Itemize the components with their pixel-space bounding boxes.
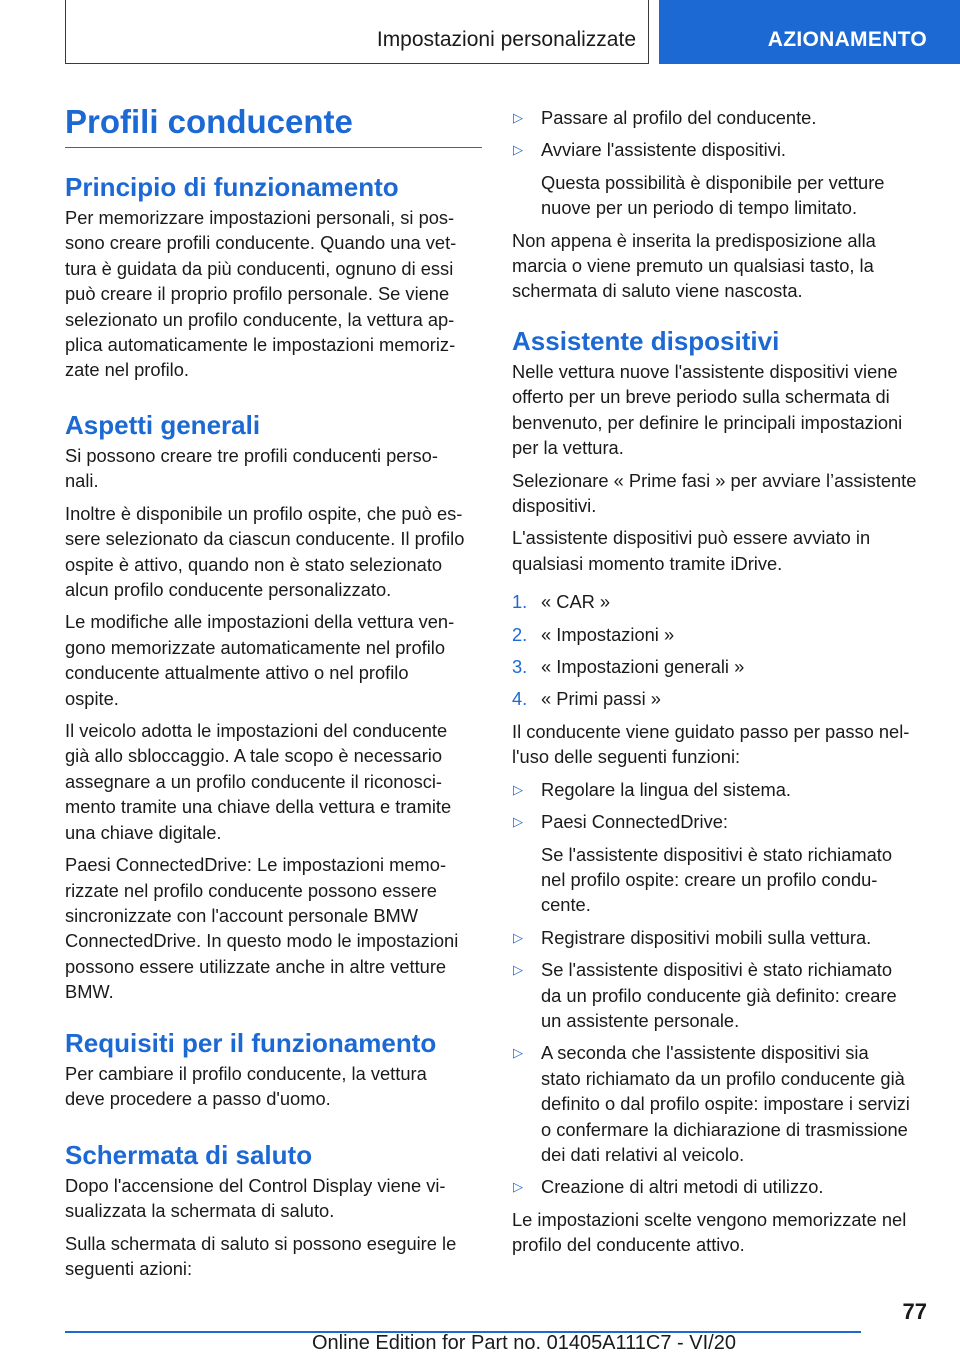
triangle-bullet-icon: ▷ bbox=[513, 1179, 523, 1195]
list-item: ▷ Creazione di altri metodi di utilizzo. bbox=[512, 1174, 928, 1199]
right-column-top bbox=[512, 105, 928, 304]
list-item: ▷ Regolare la lingua del sistema. bbox=[512, 777, 928, 802]
title-divider bbox=[65, 147, 482, 148]
page-title: Profili conducente bbox=[65, 103, 353, 140]
paragraph-aspetti-5: Paesi ConnectedDrive: Le impostazioni memo‐ rizzate nel profilo conducente possono essere sincronizzate con l'account personale BMW ConnectedDrive. In questo modo le impostazioni possono essere utilizzate anche in altre vetture BMW. bbox=[65, 854, 459, 1003]
paragraph-schermata-1: Dopo l'accensione del Control Display viene vi‐ sualizzata la schermata di saluto. bbox=[65, 1175, 446, 1222]
header-section-title: Impostazioni personalizzate bbox=[376, 28, 636, 51]
section-requisiti bbox=[65, 1028, 482, 1112]
paragraph-assistente-4: Il conducente viene guidato passo per passo nel‐ l'uso delle seguenti funzioni: bbox=[512, 720, 910, 768]
list-item: ▷ Passare al profilo del conducente. bbox=[512, 105, 928, 130]
step-number: 2. bbox=[512, 623, 528, 645]
section-assistente bbox=[512, 326, 928, 1258]
triangle-bullet-icon: ▷ bbox=[513, 781, 523, 797]
note-connecteddrive: Se l'assistente dispositivi è stato richiamato nel profilo ospite: creare un profilo condu‐ cente. bbox=[541, 843, 892, 916]
list-item: ▷ Paesi ConnectedDrive: bbox=[512, 809, 928, 834]
paragraph-aspetti-4: Il veicolo adotta le impostazioni del conducente già allo sbloccaggio. A tale scopo è necessario assegnare a un profilo conducente il riconosci‐ mento tramite una chiave della vettura e tramite una chiave digitale. bbox=[65, 720, 452, 843]
header-chapter-label: AZIONAMENTO bbox=[767, 28, 927, 51]
paragraph-assistente-2: Selezionare « Prime fasi » per avviare l’assistente dispositivi. bbox=[512, 469, 917, 517]
step-number: 3. bbox=[512, 656, 528, 678]
header-chapter-tab bbox=[659, 0, 960, 64]
heading-assistente: Assistente dispositivi bbox=[512, 326, 780, 356]
triangle-bullet-icon: ▷ bbox=[513, 962, 523, 978]
note-welcome-screen: Questa possibilità è disponibile per vetture nuove per un periodo di tempo limitato. bbox=[541, 171, 885, 219]
list-item: ▷ Avviare l'assistente dispositivi. bbox=[512, 137, 928, 162]
list-item: ▷ A seconda che l'assistente dispositivi sia stato richiamato da un profilo conducente già definito o dal profilo ospite: impostare i servizi o confermare la dichiarazione di trasmissione dei dati relativi al veicolo. bbox=[513, 1042, 910, 1165]
step-item: 3. « Impostazioni generali » bbox=[512, 654, 928, 679]
header-section-box bbox=[65, 0, 649, 64]
triangle-bullet-icon: ▷ bbox=[513, 142, 523, 158]
paragraph-welcome-hidden: Non appena è inserita la predisposizione alla marcia o viene premuto un qualsiasi tasto, la schermata di saluto viene nascosta. bbox=[512, 229, 876, 302]
list-item: ▷ Se l'assistente dispositivi è stato richiamato da un profilo conducente già definito: creare un assistente personale. bbox=[513, 959, 897, 1031]
section-schermata bbox=[65, 1140, 482, 1282]
heading-principio: Principio di funzionamento bbox=[65, 172, 399, 202]
triangle-bullet-icon: ▷ bbox=[513, 110, 523, 125]
paragraph-schermata-2: Sulla schermata di saluto si possono eseguire le seguenti azioni: bbox=[65, 1232, 457, 1280]
heading-aspetti: Aspetti generali bbox=[65, 410, 261, 440]
section-aspetti bbox=[65, 410, 482, 1005]
paragraph-principio: Per memorizzare impostazioni personali, si pos‐ sono creare profili conducente. Quando una vet‐ tura è guidata da più conducenti, ognuno di essi può creare il proprio profilo personale. Se viene selezionato un profilo conducente, la vettura ap‐ plica automaticamente le impostazioni memoriz‐ zate nel profilo. bbox=[65, 207, 457, 381]
paragraph-assistente-1: Nelle vettura nuove l'assistente dispositivi viene offerto per un breve periodo sulla schermata di benvenuto, per definire le principali impostazioni per la vettura. bbox=[512, 361, 903, 459]
heading-schermata: Schermata di saluto bbox=[65, 1140, 313, 1170]
step-item: 4. « Primi passi » bbox=[512, 686, 928, 711]
page-number: 77 bbox=[902, 1299, 927, 1324]
paragraph-requisiti: Per cambiare il profilo conducente, la vettura deve procedere a passo d'uomo. bbox=[65, 1063, 427, 1110]
paragraph-aspetti-1: Si possono creare tre profili conducenti perso‐ nali. bbox=[65, 445, 438, 492]
step-item: 1. « CAR » bbox=[512, 589, 928, 614]
triangle-bullet-icon: ▷ bbox=[513, 929, 523, 945]
paragraph-assistente-5: Le impostazioni scelte vengono memorizzate nel profilo del conducente attivo. bbox=[512, 1208, 907, 1256]
step-item: 2. « Impostazioni » bbox=[512, 622, 928, 647]
footer-edition: Online Edition for Part no. 01405A111C7 - VI/20 bbox=[312, 1332, 736, 1354]
heading-requisiti: Requisiti per il funzionamento bbox=[65, 1028, 437, 1058]
list-item: ▷ Registrare dispositivi mobili sulla vettura. bbox=[512, 925, 928, 950]
paragraph-aspetti-3: Le modifiche alle impostazioni della vettura ven‐ gono memorizzate automaticamente nel profilo conducente attualmente attivo o nel profilo ospite. bbox=[65, 611, 455, 709]
section-principio bbox=[65, 172, 482, 383]
step-number: 1. bbox=[512, 591, 528, 613]
paragraph-aspetti-2: Inoltre è disponibile un profilo ospite, che può es‐ sere selezionato da ciascun conducente. Il profilo ospite è attivo, quando non è stato selezionato alcun profilo conducente personalizzato. bbox=[65, 502, 465, 601]
step-number: 4. bbox=[512, 688, 528, 710]
triangle-bullet-icon: ▷ bbox=[513, 1045, 523, 1061]
paragraph-assistente-3: L'assistente dispositivi può essere avviato in qualsiasi momento tramite iDrive. bbox=[512, 527, 871, 574]
triangle-bullet-icon: ▷ bbox=[513, 814, 523, 830]
